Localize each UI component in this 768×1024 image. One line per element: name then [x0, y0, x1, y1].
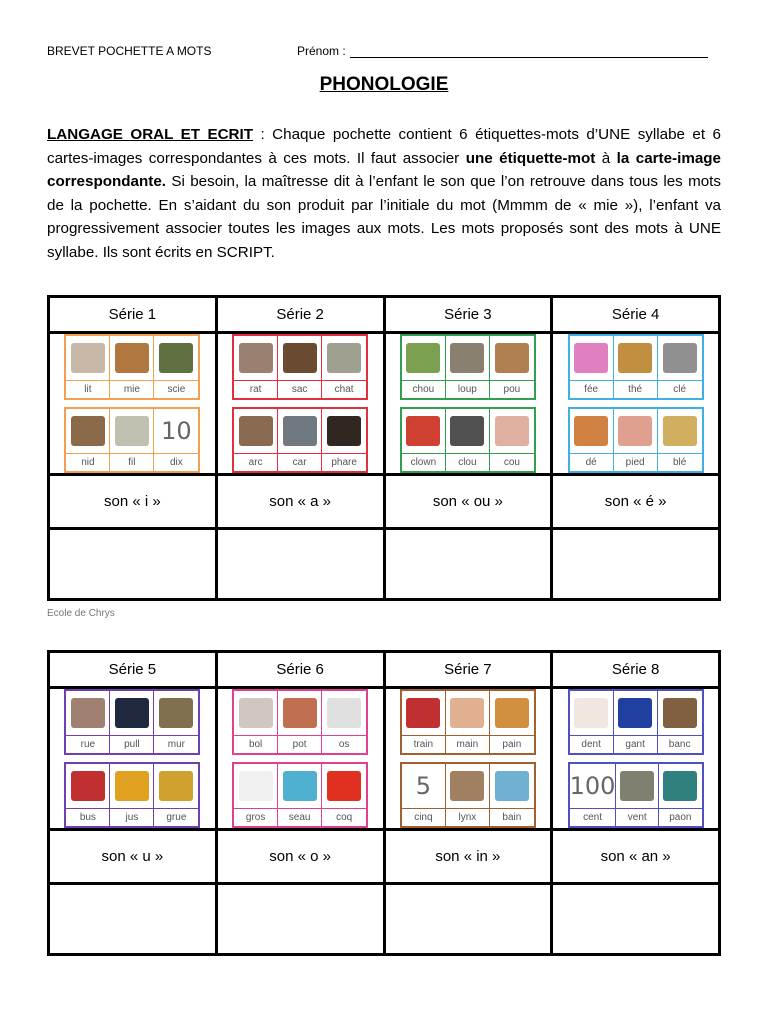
- word-label: lit: [66, 380, 109, 398]
- word-label: mie: [110, 380, 153, 398]
- series-table-2: [47, 650, 721, 956]
- son-label: son « o »: [216, 830, 384, 884]
- word-card-item: [614, 691, 658, 753]
- word-card-cell: [216, 333, 384, 475]
- word-label: paon: [659, 808, 702, 826]
- picture: [495, 698, 529, 728]
- word-card-item: [66, 336, 110, 398]
- word-card-item: [658, 409, 702, 471]
- word-card-item: [110, 691, 154, 753]
- word-label: scie: [154, 380, 198, 398]
- picture: [239, 343, 273, 373]
- juice-icon: [110, 764, 153, 808]
- number-100-icon: [570, 764, 616, 808]
- picture: [239, 416, 273, 446]
- picture: [663, 698, 697, 728]
- word-label: fée: [570, 380, 613, 398]
- word-card-item: [66, 409, 110, 471]
- word-label: arc: [234, 453, 277, 471]
- pic-number: 10: [161, 417, 192, 445]
- word-card-item: [659, 764, 702, 826]
- picture: [618, 416, 652, 446]
- serie-title: Série 7: [384, 652, 552, 688]
- word-card-item: [110, 764, 154, 826]
- picture: [159, 698, 193, 728]
- word-card-item: [154, 764, 198, 826]
- picture: [71, 343, 105, 373]
- fairy-icon: [570, 336, 613, 380]
- word-label: banc: [658, 735, 702, 753]
- bread-icon: [110, 336, 153, 380]
- key-icon: [658, 336, 702, 380]
- son-label: son « a »: [216, 475, 384, 529]
- word-card-item: [234, 764, 278, 826]
- word-card-item: [154, 336, 198, 398]
- word-label: blé: [658, 453, 702, 471]
- nest-icon: [66, 409, 109, 453]
- word-card-item: [278, 764, 322, 826]
- serie-title: Série 6: [216, 652, 384, 688]
- tea-icon: [614, 336, 657, 380]
- word-label: rue: [66, 735, 109, 753]
- word-card: [232, 334, 368, 473]
- word-card-item: [446, 764, 490, 826]
- word-label: cou: [490, 453, 534, 471]
- peacock-icon: [659, 764, 702, 808]
- picture: [283, 698, 317, 728]
- serie-title: Série 8: [552, 652, 720, 688]
- fat-figure-icon: [234, 764, 277, 808]
- empty-answer-cell[interactable]: [49, 884, 217, 955]
- word-card: [232, 689, 368, 828]
- empty-answer-cell[interactable]: [216, 529, 384, 600]
- picture: [159, 771, 193, 801]
- picture: [495, 343, 529, 373]
- word-card-item: [66, 691, 110, 753]
- picture: [239, 771, 273, 801]
- tooth-icon: [570, 691, 613, 735]
- word-label: grue: [154, 808, 198, 826]
- word-card-item: [110, 336, 154, 398]
- word-card-item: [658, 691, 702, 753]
- word-card-item: [322, 691, 366, 753]
- page-title: PHONOLOGIE: [319, 74, 449, 95]
- word-card-item: [490, 336, 534, 398]
- picture: [574, 343, 608, 373]
- cat-icon: [322, 336, 366, 380]
- word-label: bain: [490, 808, 534, 826]
- word-label: pull: [110, 735, 153, 753]
- neck-icon: [490, 409, 534, 453]
- document-title: BREVET POCHETTE A MOTS: [47, 44, 212, 58]
- serie-title: Série 5: [49, 652, 217, 688]
- number-5-icon: [402, 764, 445, 808]
- picture: [71, 771, 105, 801]
- word-card-cell: [552, 688, 720, 830]
- word-label: cinq: [402, 808, 445, 826]
- picture: [327, 771, 361, 801]
- word-label: pot: [278, 735, 321, 753]
- picture: [495, 771, 529, 801]
- dice-icon: [570, 409, 613, 453]
- picture: [283, 343, 317, 373]
- picture: [283, 416, 317, 446]
- picture: [450, 771, 484, 801]
- word-card-item: [278, 336, 322, 398]
- word-card-item: [66, 764, 110, 826]
- picture: [574, 416, 608, 446]
- picture: [450, 343, 484, 373]
- word-card-item: [614, 409, 658, 471]
- picture: [327, 343, 361, 373]
- word-card-cell: [49, 688, 217, 830]
- footer-note: Ecole de Chrys: [47, 608, 115, 619]
- word-card: [400, 334, 536, 473]
- word-card-item: [234, 691, 278, 753]
- pot-icon: [278, 691, 321, 735]
- picture: [495, 416, 529, 446]
- word-card-item: [154, 409, 198, 471]
- word-label: mur: [154, 735, 198, 753]
- word-label: pou: [490, 380, 534, 398]
- word-label: fil: [110, 453, 153, 471]
- word-card-item: [278, 691, 322, 753]
- word-card-item: [278, 409, 322, 471]
- word-label: clown: [402, 453, 445, 471]
- bucket-icon: [278, 764, 321, 808]
- picture: [574, 698, 608, 728]
- picture: [283, 771, 317, 801]
- word-card-item: [154, 691, 198, 753]
- word-card-item: [490, 764, 534, 826]
- word-label: pain: [490, 735, 534, 753]
- word-card-item: [570, 764, 617, 826]
- son-label: son « an »: [552, 830, 720, 884]
- foot-icon: [614, 409, 657, 453]
- word-card-item: [402, 764, 446, 826]
- series-table-1: [47, 295, 721, 601]
- picture: [239, 698, 273, 728]
- word-label: jus: [110, 808, 153, 826]
- word-card-item: [490, 691, 534, 753]
- word-label: coq: [322, 808, 366, 826]
- cabbage-icon: [402, 336, 445, 380]
- word-label: clou: [446, 453, 489, 471]
- empty-answer-cell[interactable]: [552, 529, 720, 600]
- son-label: son « i »: [49, 475, 217, 529]
- pic-number: 5: [415, 772, 432, 800]
- word-card-cell: [552, 333, 720, 475]
- headlight-icon: [322, 409, 366, 453]
- crane-icon: [154, 764, 198, 808]
- serie-title: Série 3: [384, 297, 552, 333]
- wheat-icon: [658, 409, 702, 453]
- picture: [71, 416, 105, 446]
- word-card-item: [490, 409, 534, 471]
- word-label: rat: [234, 380, 277, 398]
- picture: [663, 343, 697, 373]
- word-label: dix: [154, 453, 198, 471]
- word-label: os: [322, 735, 366, 753]
- clown-icon: [402, 409, 445, 453]
- picture: [618, 698, 652, 728]
- word-card-item: [446, 409, 490, 471]
- picture: [115, 416, 149, 446]
- son-label: son « ou »: [384, 475, 552, 529]
- serie-title: Série 2: [216, 297, 384, 333]
- picture: [618, 343, 652, 373]
- word-card-item: [570, 409, 614, 471]
- bench-icon: [658, 691, 702, 735]
- picture: [115, 698, 149, 728]
- word-card-item: [402, 691, 446, 753]
- serie-title: Série 1: [49, 297, 217, 333]
- train-icon: [402, 691, 445, 735]
- empty-answer-cell[interactable]: [49, 529, 217, 600]
- bone-icon: [322, 691, 366, 735]
- thread-icon: [110, 409, 153, 453]
- prenom-line: [350, 46, 708, 58]
- word-label: car: [278, 453, 321, 471]
- word-label: loup: [446, 380, 489, 398]
- word-label: pied: [614, 453, 657, 471]
- rat-icon: [234, 336, 277, 380]
- wolf-icon: [446, 336, 489, 380]
- word-label: seau: [278, 808, 321, 826]
- intro-label: LANGAGE ORAL ET ECRIT: [47, 126, 254, 143]
- word-card-item: [322, 409, 366, 471]
- saw-icon: [154, 336, 198, 380]
- bowl-icon: [234, 691, 277, 735]
- rooster-icon: [322, 764, 366, 808]
- word-card-item: [234, 409, 278, 471]
- prenom-label: Prénom :: [297, 44, 346, 58]
- intro-paragraph: LANGAGE ORAL ET ECRIT : Chaque pochette contient 6 étiquettes-mots d’UNE syllabe et 6 cartes-images correspondantes à ces mots. Il faut associer une étiquette-mot à la carte-image correspondante. Si besoin, la maîtresse dit à l’enfant le son que l’on retrouve dans tous les mots de la pochette. En s’aidant du son produit par l’initiale du mot (Mmmm de « mie »), l’enfant va progressivement associer toutes les images aux mots. Les mots proposés sont des mots à UNE syllabe. Ils sont écrits en SCRIPT.: [47, 126, 722, 261]
- word-card-cell: [216, 688, 384, 830]
- son-label: son « in »: [384, 830, 552, 884]
- lynx-icon: [446, 764, 489, 808]
- bread-icon: [490, 691, 534, 735]
- pic-number: 100: [569, 772, 616, 800]
- picture: [450, 698, 484, 728]
- picture: [620, 771, 654, 801]
- wind-icon: [616, 764, 658, 808]
- picture: [406, 343, 440, 373]
- word-label: chou: [402, 380, 445, 398]
- word-card-item: [616, 764, 659, 826]
- word-card-item: [614, 336, 658, 398]
- word-label: vent: [616, 808, 658, 826]
- word-card: [400, 689, 536, 828]
- picture: [115, 771, 149, 801]
- word-card-item: [234, 336, 278, 398]
- louse-icon: [490, 336, 534, 380]
- word-card: [568, 334, 704, 473]
- word-label: chat: [322, 380, 366, 398]
- glove-icon: [614, 691, 657, 735]
- word-card-item: [110, 409, 154, 471]
- intro-bold-2: la carte-image correspondante.: [47, 149, 722, 190]
- word-label: cent: [570, 808, 616, 826]
- word-card-cell: [384, 333, 552, 475]
- word-label: main: [446, 735, 489, 753]
- word-label: thé: [614, 380, 657, 398]
- street-icon: [66, 691, 109, 735]
- word-label: gant: [614, 735, 657, 753]
- word-label: dé: [570, 453, 613, 471]
- empty-answer-cell[interactable]: [384, 884, 552, 955]
- picture: [327, 416, 361, 446]
- word-card-item: [402, 336, 446, 398]
- number-10-icon: [154, 409, 198, 453]
- picture: [327, 698, 361, 728]
- bed-icon: [66, 336, 109, 380]
- hand-icon: [446, 691, 489, 735]
- empty-answer-cell[interactable]: [216, 884, 384, 955]
- word-card-cell: [49, 333, 217, 475]
- word-card-item: [322, 764, 366, 826]
- empty-answer-cell[interactable]: [552, 884, 720, 955]
- word-label: dent: [570, 735, 613, 753]
- word-label: nid: [66, 453, 109, 471]
- word-card: [64, 689, 200, 828]
- bus-icon: [66, 764, 109, 808]
- word-card-item: [446, 691, 490, 753]
- sweater-icon: [110, 691, 153, 735]
- word-card: [568, 689, 704, 828]
- word-label: sac: [278, 380, 321, 398]
- word-card-cell: [384, 688, 552, 830]
- picture: [71, 698, 105, 728]
- word-card-item: [446, 336, 490, 398]
- bath-icon: [490, 764, 534, 808]
- picture: [663, 416, 697, 446]
- coach-icon: [278, 409, 321, 453]
- picture: [115, 343, 149, 373]
- word-card-item: [570, 336, 614, 398]
- word-label: phare: [322, 453, 366, 471]
- word-label: lynx: [446, 808, 489, 826]
- serie-title: Série 4: [552, 297, 720, 333]
- word-label: train: [402, 735, 445, 753]
- word-card-item: [570, 691, 614, 753]
- empty-answer-cell[interactable]: [384, 529, 552, 600]
- word-label: bus: [66, 808, 109, 826]
- word-card-item: [402, 409, 446, 471]
- word-card: [64, 334, 200, 473]
- prenom-field: [297, 44, 708, 58]
- picture: [406, 698, 440, 728]
- word-label: clé: [658, 380, 702, 398]
- son-label: son « é »: [552, 475, 720, 529]
- picture: [159, 343, 193, 373]
- word-card-item: [658, 336, 702, 398]
- wall-icon: [154, 691, 198, 735]
- picture: [663, 771, 697, 801]
- nail-icon: [446, 409, 489, 453]
- bow-icon: [234, 409, 277, 453]
- word-card-item: [322, 336, 366, 398]
- bag-icon: [278, 336, 321, 380]
- son-label: son « u »: [49, 830, 217, 884]
- intro-bold-1: une étiquette-mot: [465, 149, 596, 167]
- word-label: gros: [234, 808, 277, 826]
- picture: [406, 416, 440, 446]
- word-label: bol: [234, 735, 277, 753]
- picture: [450, 416, 484, 446]
